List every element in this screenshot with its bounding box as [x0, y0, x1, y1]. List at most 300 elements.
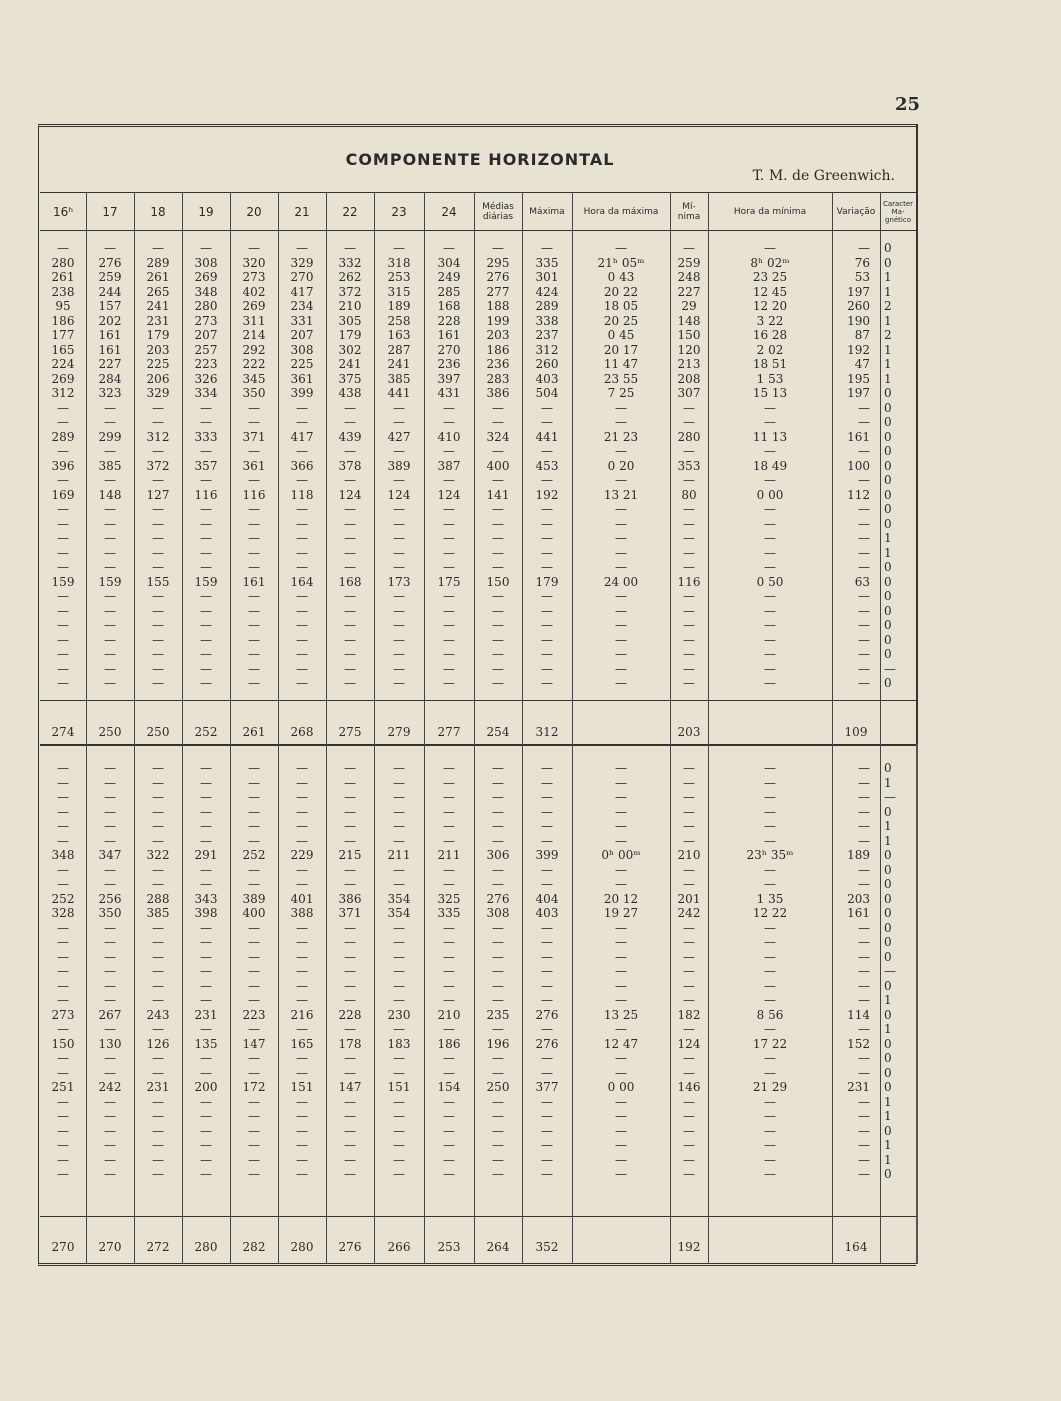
table-cell: — — [492, 1022, 504, 1036]
table-cell: — — [541, 949, 553, 964]
table-cell: 146 — [677, 1080, 701, 1094]
table-cell: — — [492, 560, 504, 574]
table-cell: — — [615, 1109, 627, 1123]
table-cell: — — [764, 761, 776, 775]
table-cell: 0 — [884, 473, 892, 487]
table-cell: — — [200, 531, 212, 545]
table-cell: — — [344, 1152, 356, 1167]
table-cell: — — [858, 964, 870, 978]
table-cell: 0 20 — [607, 458, 635, 473]
table-cell: — — [492, 545, 504, 560]
table-cell: — — [764, 241, 776, 255]
table-cell: — — [57, 516, 69, 531]
table-cell: — — [541, 415, 553, 429]
table-cell: — — [858, 516, 870, 531]
table-cell: 0 — [884, 906, 892, 920]
table-cell: — — [57, 1022, 69, 1036]
table-cell: — — [57, 531, 69, 545]
column-header: Máxima — [529, 207, 565, 217]
table-cell: 161 — [847, 906, 870, 920]
table-cell: 225 — [290, 357, 314, 371]
table-cell: — — [152, 1094, 164, 1109]
table-cell: — — [296, 819, 308, 833]
table-cell: — — [683, 400, 695, 415]
table-cell: — — [615, 589, 627, 603]
table-cell: — — [541, 1051, 553, 1065]
table-cell: — — [615, 1138, 627, 1152]
table-cell: 126 — [146, 1036, 170, 1051]
table-cell: 197 — [847, 284, 870, 299]
table-cell: 315 — [387, 284, 411, 299]
table-cell: — — [443, 978, 455, 993]
table-cell: 276 — [535, 1007, 559, 1022]
table-cell: — — [541, 877, 553, 891]
table-cell: — — [683, 676, 695, 690]
table-cell: — — [858, 632, 870, 647]
table-cell: 331 — [290, 313, 314, 328]
table-cell: — — [393, 661, 405, 676]
table-cell: — — [104, 1094, 116, 1109]
table-cell: — — [57, 415, 69, 429]
table-cell: — — [248, 400, 260, 415]
table-cell: 343 — [194, 891, 218, 906]
table-cell: 305 — [338, 313, 362, 328]
table-cell: 318 — [387, 255, 411, 270]
table-cell: 148 — [677, 313, 701, 328]
table-cell: — — [200, 819, 212, 833]
table-cell: 210 — [437, 1007, 461, 1022]
table-cell: 404 — [535, 891, 559, 906]
table-cell: — — [57, 661, 69, 676]
table-cell: — — [492, 833, 504, 848]
table-cell: — — [296, 877, 308, 891]
table-cell: 53 — [854, 270, 870, 284]
table-cell: 29 — [681, 299, 697, 313]
table-cell: 211 — [437, 848, 461, 862]
table-cell: 329 — [290, 255, 314, 270]
table-cell: 1 — [884, 342, 892, 357]
table-cell: 3 22 — [756, 313, 784, 328]
table-cell: 161 — [242, 574, 266, 589]
table-cell: 17 22 — [752, 1036, 788, 1051]
table-cell: 410 — [437, 429, 461, 444]
table-cell: — — [764, 545, 776, 560]
table-cell: — — [104, 935, 116, 949]
table-cell: 189 — [847, 848, 870, 862]
table-cell: 402 — [242, 284, 266, 299]
table-cell: — — [615, 1065, 627, 1080]
table-cell: — — [104, 993, 116, 1007]
table-cell: — — [57, 1051, 69, 1065]
table-cell: — — [443, 1022, 455, 1036]
table-cell: 0 — [884, 589, 892, 603]
totals-cell: 250 — [146, 725, 170, 739]
table-cell: — — [296, 400, 308, 415]
table-cell: — — [492, 761, 504, 775]
table-cell: — — [443, 1123, 455, 1138]
table-cell: — — [57, 862, 69, 877]
totals-cell: 192 — [677, 1240, 701, 1254]
table-cell: — — [393, 1152, 405, 1167]
table-cell: — — [393, 400, 405, 415]
table-cell: — — [344, 241, 356, 255]
table-cell: — — [492, 877, 504, 891]
table-cell: 386 — [338, 891, 362, 906]
table-cell: — — [57, 993, 69, 1007]
table-cell: — — [541, 241, 553, 255]
table-cell: — — [858, 661, 870, 676]
table-cell: — — [764, 1109, 776, 1123]
table-cell: — — [104, 415, 116, 429]
table-cell: — — [541, 516, 553, 531]
table-cell: — — [152, 676, 164, 690]
table-cell: — — [615, 1022, 627, 1036]
table-cell: — — [152, 1109, 164, 1123]
table-cell: — — [296, 661, 308, 676]
table-cell: 2 — [884, 328, 892, 342]
table-cell: 280 — [677, 429, 701, 444]
table-cell: — — [248, 415, 260, 429]
table-cell: — — [615, 1123, 627, 1138]
table-cell: — — [764, 775, 776, 790]
table-cell: — — [541, 1065, 553, 1080]
totals-cell: 109 — [844, 725, 868, 739]
table-cell: 378 — [338, 458, 362, 473]
table-cell: — — [858, 589, 870, 603]
table-cell: 141 — [486, 487, 510, 502]
table-cell: 0 — [884, 1167, 892, 1181]
table-cell: — — [393, 1065, 405, 1080]
table-cell: — — [615, 804, 627, 819]
table-cell: 333 — [194, 429, 218, 444]
table-cell: — — [200, 761, 212, 775]
table-cell: — — [443, 632, 455, 647]
table-cell: — — [541, 1109, 553, 1123]
table-cell: — — [492, 993, 504, 1007]
table-cell: — — [344, 862, 356, 877]
table-cell: — — [152, 1152, 164, 1167]
table-cell: — — [764, 949, 776, 964]
table-cell: 306 — [486, 848, 510, 862]
table-cell: 236 — [437, 357, 461, 371]
table-cell: — — [443, 415, 455, 429]
table-cell: 18 51 — [752, 357, 788, 371]
table-cell: — — [393, 241, 405, 255]
table-cell: 168 — [437, 299, 461, 313]
table-cell: 114 — [847, 1007, 870, 1022]
table-cell: — — [615, 775, 627, 790]
table-cell: — — [492, 400, 504, 415]
table-cell: 116 — [242, 487, 266, 502]
table-cell: — — [104, 804, 116, 819]
table-cell: 0 — [884, 255, 892, 270]
column-header: 16ʰ — [52, 205, 74, 219]
table-cell: 273 — [194, 313, 218, 328]
table-cell: — — [393, 589, 405, 603]
table-cell: — — [200, 1065, 212, 1080]
table-cell: 0 — [884, 574, 892, 589]
table-cell: — — [858, 804, 870, 819]
table-cell: — — [393, 545, 405, 560]
table-cell: — — [57, 632, 69, 647]
table-cell: — — [248, 1094, 260, 1109]
table-cell: — — [104, 877, 116, 891]
table-cell: — — [443, 444, 455, 458]
section-divider-rule — [40, 744, 916, 746]
table-cell: — — [492, 1138, 504, 1152]
table-cell: — — [683, 444, 695, 458]
table-cell: — — [393, 877, 405, 891]
table-cell: — — [443, 1109, 455, 1123]
table-cell: — — [764, 1094, 776, 1109]
table-cell: 161 — [437, 328, 461, 342]
table-cell: 0 — [884, 862, 892, 877]
table-cell: — — [764, 877, 776, 891]
table-cell: 348 — [194, 284, 218, 299]
table-cell: 302 — [338, 342, 362, 357]
table-cell: 179 — [535, 574, 559, 589]
header-top-rule — [40, 192, 916, 193]
table-cell: — — [615, 241, 627, 255]
table-cell: — — [764, 790, 776, 804]
table-cell: — — [200, 862, 212, 877]
table-cell: — — [344, 1138, 356, 1152]
table-cell: 361 — [242, 458, 266, 473]
table-cell: 76 — [854, 255, 870, 270]
table-cell: 23 25 — [752, 270, 788, 284]
table-cell: 116 — [194, 487, 218, 502]
table-cell: — — [104, 1109, 116, 1123]
table-cell: 326 — [194, 371, 218, 386]
table-cell: — — [296, 949, 308, 964]
table-cell: — — [541, 935, 553, 949]
totals-cell: 272 — [146, 1240, 170, 1254]
totals-cell: 270 — [51, 1240, 75, 1254]
table-cell: — — [683, 993, 695, 1007]
table-cell: 276 — [98, 255, 122, 270]
table-cell: — — [393, 618, 405, 632]
table-cell: — — [858, 1109, 870, 1123]
table-cell: — — [683, 560, 695, 574]
table-cell: — — [57, 804, 69, 819]
table-cell: — — [443, 949, 455, 964]
table-cell: — — [200, 775, 212, 790]
table-cell: — — [57, 978, 69, 993]
table-cell: — — [200, 935, 212, 949]
table-cell: — — [200, 790, 212, 804]
table-cell: — — [296, 978, 308, 993]
table-cell: — — [104, 676, 116, 690]
table-cell: — — [683, 833, 695, 848]
table-cell: 354 — [387, 906, 411, 920]
table-cell: — — [541, 790, 553, 804]
table-cell: — — [764, 920, 776, 935]
table-cell: 403 — [535, 371, 559, 386]
table-cell: 320 — [242, 255, 266, 270]
table-cell: 12 20 — [752, 299, 788, 313]
table-cell: — — [492, 589, 504, 603]
table-cell: 322 — [146, 848, 170, 862]
table-cell: 150 — [486, 574, 510, 589]
table-cell: 150 — [677, 328, 701, 342]
table-cell: — — [344, 1123, 356, 1138]
table-cell: — — [200, 1109, 212, 1123]
table-cell: 453 — [535, 458, 559, 473]
table-cell: — — [344, 560, 356, 574]
column-header: 20 — [246, 205, 262, 219]
table-cell: — — [764, 964, 776, 978]
table-cell: — — [57, 1167, 69, 1181]
table-cell: 11 13 — [752, 429, 788, 444]
table-cell: — — [443, 804, 455, 819]
table-cell: — — [858, 833, 870, 848]
table-cell: — — [248, 877, 260, 891]
table-cell: 256 — [98, 891, 122, 906]
table-cell: 438 — [338, 386, 362, 400]
table-cell: — — [104, 632, 116, 647]
table-cell: — — [344, 1051, 356, 1065]
table-cell: — — [492, 603, 504, 618]
table-cell: 417 — [290, 429, 314, 444]
table-cell: — — [200, 1022, 212, 1036]
table-cell: — — [296, 920, 308, 935]
table-cell: 241 — [146, 299, 170, 313]
table-cell: 206 — [146, 371, 170, 386]
table-cell: — — [492, 1167, 504, 1181]
totals-cell: 203 — [677, 725, 701, 739]
table-cell: — — [492, 920, 504, 935]
table-cell: 11 47 — [603, 357, 639, 371]
table-cell: — — [248, 603, 260, 618]
table-cell: — — [104, 400, 116, 415]
table-cell: 130 — [98, 1036, 122, 1051]
table-cell: 0 — [884, 415, 892, 429]
table-cell: 324 — [486, 429, 510, 444]
table-cell: — — [344, 676, 356, 690]
table-cell: 1 — [884, 1109, 892, 1123]
table-cell: — — [152, 964, 164, 978]
table-cell: — — [200, 415, 212, 429]
table-cell: 273 — [51, 1007, 75, 1022]
table-cell: 1 — [884, 371, 892, 386]
table-cell: — — [104, 964, 116, 978]
table-cell: — — [858, 819, 870, 833]
table-cell: 1 — [884, 1094, 892, 1109]
table-cell: — — [683, 589, 695, 603]
totals-cell: 250 — [98, 725, 122, 739]
table-cell: — — [443, 862, 455, 877]
table-cell: — — [858, 502, 870, 516]
table-cell: 389 — [242, 891, 266, 906]
table-cell: — — [615, 1094, 627, 1109]
table-cell: 1 53 — [756, 371, 784, 386]
table-cell: — — [57, 775, 69, 790]
table-cell: — — [764, 647, 776, 661]
table-cell: 0 — [884, 978, 892, 993]
table-cell: 1 — [884, 270, 892, 284]
table-cell: — — [443, 241, 455, 255]
table-cell: — — [683, 935, 695, 949]
totals-cell: 274 — [51, 725, 75, 739]
totals-cell: 352 — [535, 1240, 559, 1254]
table-cell: 118 — [290, 487, 314, 502]
column-header: 23 — [391, 205, 407, 219]
table-cell: 203 — [146, 342, 170, 357]
table-cell: — — [152, 502, 164, 516]
table-cell: 227 — [677, 284, 701, 299]
table-cell: — — [296, 545, 308, 560]
table-cell: — — [443, 1138, 455, 1152]
table-cell: — — [296, 603, 308, 618]
table-cell: 173 — [387, 574, 411, 589]
table-cell: — — [858, 415, 870, 429]
table-cell: — — [200, 1123, 212, 1138]
table-cell: 329 — [146, 386, 170, 400]
table-cell: 207 — [194, 328, 218, 342]
table-cell: — — [541, 1123, 553, 1138]
table-cell: 229 — [290, 848, 314, 862]
table-cell: — — [683, 920, 695, 935]
table-cell: 13 21 — [603, 487, 639, 502]
table-cell: — — [393, 1094, 405, 1109]
table-cell: 389 — [387, 458, 411, 473]
table-cell: — — [200, 400, 212, 415]
table-cell: 385 — [146, 906, 170, 920]
table-cell: 192 — [535, 487, 559, 502]
table-cell: — — [764, 473, 776, 487]
table-cell: 234 — [290, 299, 314, 313]
table-cell: 273 — [242, 270, 266, 284]
table-cell: — — [248, 545, 260, 560]
table-cell: 200 — [194, 1080, 218, 1094]
table-cell: 357 — [194, 458, 218, 473]
table-cell: 161 — [847, 429, 870, 444]
table-cell: — — [683, 1022, 695, 1036]
totals-cell: 275 — [338, 725, 362, 739]
table-cell: — — [248, 804, 260, 819]
table-cell: — — [764, 819, 776, 833]
table-cell: 308 — [290, 342, 314, 357]
table-cell: 0 — [884, 560, 892, 574]
table-cell: — — [858, 1022, 870, 1036]
table-cell: — — [104, 473, 116, 487]
table-cell: — — [296, 516, 308, 531]
table-cell: 304 — [437, 255, 461, 270]
column-header: 24 — [441, 205, 457, 219]
table-cell: 242 — [677, 906, 701, 920]
table-cell: 150 — [51, 1036, 75, 1051]
table-cell: 0 — [884, 487, 892, 502]
table-cell: — — [615, 632, 627, 647]
table-cell: — — [152, 603, 164, 618]
table-cell: — — [858, 603, 870, 618]
table-cell: 252 — [242, 848, 266, 862]
table-cell: 366 — [290, 458, 314, 473]
table-cell: 1 — [884, 545, 892, 560]
table-cell: 441 — [387, 386, 411, 400]
table-cell: — — [296, 618, 308, 632]
table-cell: — — [296, 993, 308, 1007]
table-cell: — — [248, 531, 260, 545]
table-cell: — — [200, 661, 212, 676]
table-cell: — — [764, 400, 776, 415]
table-cell: 312 — [146, 429, 170, 444]
table-cell: — — [200, 1167, 212, 1181]
table-cell: 0 — [884, 458, 892, 473]
table-cell: — — [296, 833, 308, 848]
table-cell: — — [248, 1167, 260, 1181]
table-cell: 197 — [847, 386, 870, 400]
